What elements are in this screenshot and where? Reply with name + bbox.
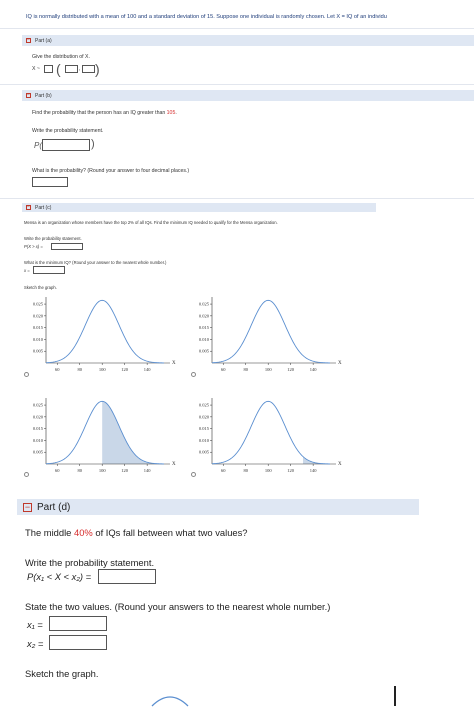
part-d-state-label: State the two values. (Round your answers to the nearest whole number.) (25, 601, 331, 612)
y-tick-label: 0.020 (198, 313, 209, 319)
part-c-title: Part (c) (35, 204, 52, 211)
comma: , (79, 66, 81, 72)
divider (0, 198, 474, 199)
text-cursor (394, 686, 396, 706)
part-c-p-label: P(X > x) = (24, 244, 43, 249)
y-tick-label: 0.025 (32, 301, 43, 307)
x1-input[interactable] (49, 616, 107, 631)
x-axis-label: X (338, 361, 342, 366)
p-close: ) (91, 138, 95, 150)
x-tick-label: 100 (264, 367, 272, 372)
collapse-icon[interactable]: − (24, 502, 31, 512)
x1-label: x₁ = (27, 619, 43, 630)
part-c-header[interactable] (22, 203, 376, 212)
y-tick-label: 0.015 (198, 325, 209, 331)
part-c-sketch-label: Sketch the graph. (24, 285, 57, 290)
x-tick-label: 120 (121, 367, 129, 372)
y-tick-label: 0.005 (32, 348, 43, 354)
graph-option-3 (24, 394, 174, 476)
normal-curve-graph (24, 293, 174, 375)
graph-option-4 (190, 394, 340, 476)
collapse-icon[interactable]: − (27, 204, 30, 210)
normal-curve (46, 300, 164, 363)
x-tick-label: 120 (287, 367, 295, 372)
x-tick-label: 60 (54, 367, 60, 372)
graph-option-4-radio[interactable] (191, 472, 196, 477)
collapse-icon[interactable]: − (27, 37, 30, 43)
part-a-title: Part (a) (35, 37, 52, 44)
normal-curve-graph (24, 394, 174, 476)
part-d-graph-preview (140, 686, 200, 722)
x2-label: x₂ = (27, 638, 44, 649)
y-tick-label: 0.020 (32, 414, 43, 420)
x-tick-label: 60 (54, 468, 60, 473)
part-d-probability-input[interactable] (98, 569, 156, 584)
part-c-x-label: x = (24, 268, 30, 273)
y-tick-label: 0.015 (198, 426, 209, 432)
distribution-type-input[interactable] (44, 65, 53, 73)
x-tick-label: 60 (220, 367, 226, 372)
p-label: P( (34, 141, 42, 150)
y-tick-label: 0.015 (32, 426, 43, 432)
x-tick-label: 80 (243, 367, 248, 372)
x-tick-label: 80 (77, 468, 82, 473)
std-dev-input[interactable] (82, 65, 95, 73)
part-b-write-label: Write the probability statement. (32, 128, 104, 134)
x-tick-label: 120 (121, 468, 129, 473)
x-tick-label: 140 (309, 367, 317, 372)
part-a-prompt: Give the distribution of X. (32, 54, 90, 60)
part-d-write-label: Write the probability statement. (25, 557, 155, 568)
y-tick-label: 0.005 (32, 449, 43, 455)
y-tick-label: 0.010 (198, 336, 209, 342)
x-axis-label: X (172, 462, 176, 467)
part-a-header[interactable] (22, 35, 474, 46)
distribution-notation: X ~ (32, 66, 40, 72)
probability-answer-input[interactable] (32, 177, 68, 187)
graph-option-3-radio[interactable] (24, 472, 29, 477)
x-tick-label: 80 (77, 367, 82, 372)
normal-curve (212, 300, 330, 363)
y-tick-label: 0.010 (32, 437, 43, 443)
x-tick-label: 100 (98, 367, 106, 372)
normal-curve (212, 401, 330, 464)
part-b-probability-label: What is the probability? (Round your answer to four decimal places.) (32, 168, 190, 174)
y-tick-label: 0.015 (32, 325, 43, 331)
part-d-header[interactable] (17, 499, 419, 515)
x-tick-label: 140 (143, 468, 151, 473)
y-tick-label: 0.010 (198, 437, 209, 443)
normal-curve-graph (190, 394, 340, 476)
x-tick-label: 100 (264, 468, 272, 473)
y-tick-label: 0.005 (198, 348, 209, 354)
y-tick-label: 0.025 (198, 402, 209, 408)
graph-option-1 (24, 293, 174, 375)
x-axis-label: X (172, 361, 176, 366)
x-tick-label: 120 (287, 468, 295, 473)
graph-option-2 (190, 293, 340, 375)
normal-curve-graph (190, 293, 340, 375)
open-paren: ( (56, 61, 61, 77)
x-axis-label: X (338, 462, 342, 467)
part-c-min-label: What is the minimum IQ? (Round your answer to the nearest whole number.) (24, 260, 167, 265)
part-d-prompt: The middle 40% of IQs fall between what two values? (25, 527, 248, 538)
close-paren: ) (95, 61, 100, 77)
x-tick-label: 80 (243, 468, 248, 473)
curve-preview (152, 697, 188, 706)
part-d-title: Part (d) (37, 501, 71, 513)
x-tick-label: 140 (309, 468, 317, 473)
y-tick-label: 0.025 (32, 402, 43, 408)
x-tick-label: 100 (98, 468, 106, 473)
mean-input[interactable] (65, 65, 81, 73)
graph-option-1-radio[interactable] (24, 372, 29, 377)
probability-statement-input[interactable] (42, 139, 90, 151)
part-d-sketch-label: Sketch the graph. (25, 668, 99, 679)
x-tick-label: 140 (143, 367, 151, 372)
x2-input[interactable] (49, 635, 107, 650)
y-tick-label: 0.010 (32, 336, 43, 342)
question-intro: IQ is normally distributed with a mean of 100 and a standard deviation of 15. Suppose one individual is randomly chosen. Let X = IQ of an individu (26, 14, 387, 20)
part-d-p-label: P(x₁ < X < x₂) = (27, 571, 92, 582)
part-c-write-label: Write the probability statement. (24, 236, 82, 241)
part-b-title: Part (b) (35, 92, 52, 99)
collapse-icon[interactable]: − (27, 92, 30, 98)
y-tick-label: 0.020 (198, 414, 209, 420)
graph-option-2-radio[interactable] (191, 372, 196, 377)
y-tick-label: 0.020 (32, 313, 43, 319)
x-tick-label: 60 (220, 468, 226, 473)
part-b-header[interactable] (22, 90, 474, 101)
part-c-min-iq-input[interactable] (33, 266, 65, 274)
divider (0, 28, 474, 29)
divider (0, 84, 474, 85)
y-tick-label: 0.005 (198, 449, 209, 455)
part-b-prompt: Find the probability that the person has an IQ greater than 105. (32, 110, 177, 116)
part-c-prompt: Mensa is an organization whose members have the top 2% of all IQs. Find the minimum IQ needed to qualify for the Mensa organization. (24, 220, 278, 225)
y-tick-label: 0.025 (198, 301, 209, 307)
part-c-probability-input[interactable] (51, 243, 83, 250)
